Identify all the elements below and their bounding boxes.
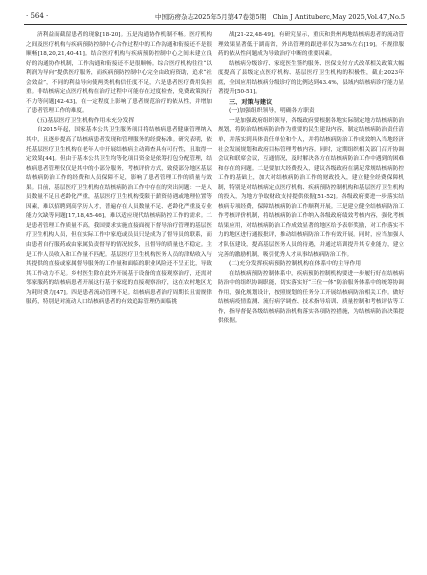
paragraph: 结核病分级诊疗、家庭医生签约服务、医保支付方式改革相关政策大幅度提高了县级定点医疗机构、基层医疗卫生机构的积极性，截止2023年底，全国应用结核病分级诊疗的比例达到43.4%，县域内结核病诊疗能力显著提升[50-51]。 — [218, 60, 404, 96]
left-column — [26, 31, 212, 308]
section-heading: (二)充分发挥疾病预防控制机构在体系中的主导作用 — [229, 261, 362, 268]
page-number: · 564 · — [26, 12, 49, 20]
paragraph: 济利益而截留患者的现象[18-20]。五是沟通协作机制不畅。医疗机构之间及医疗机构与疾病预防控制中心合作过程中的工作沟通和衔接还不是很顺畅[18,20,21,40-41]。结合医疗机构与疾病预防控制中心之间未建立良好的沟通协作机制，工作沟通和衔接还不是很顺畅。综合医疗机构往往“以利润为导向”提供医疗服务，而疾病预防控制中心完全由政府资助，追求“社会效益”，不同的利益导向使两类机构信任度不足，六是患者医疗费用负担重。非结核病定点医疗机构在治疗过程中可能存在过度检查，免费政策执行不力等问题[42-43]，在一定程度上影响了患者规范治疗的依从性，并增加了患者管理工作的难度。 — [26, 32, 212, 115]
section-heading: (五)基层医疗卫生机构作用未充分发挥 — [37, 117, 135, 124]
section-heading: (一)加强组织领导，明确各方职责 — [229, 108, 315, 115]
paragraph: 自2015年起，国家基本公共卫生服务项目将结核病患者健康管理纳入其中，且逐步提高了结核病患者发现和管理服务的经费标准。研究表明，依托基层医疗卫生机构在老年人中开展结核病主动筛查具有可行性，且取得一定效果[44]。但由于基本公共卫生均等化项目资金是依筹打包分配管理，结核病患者管理仅仅是其中的小部分服务，考核评价方式，致使部分地区基层结核病防治工作的经费和人员保障不足，影响了患者管理工作的质量与效果。目前，基层医疗卫生机构在结核病防治工作中存在的突出问题：一是人员数量不足且老龄化严重，基层医疗卫生机构受限于薪资待遇或地理位置等因素，难以招聘到高学历人才，普遍存在人员数量不足、老龄化严重及专业能力欠缺等问题[17,18,45-46]，难以适应现代结核病防控工作的需求。二是患者管理工作质量不高，我国要求实施直接面视下督导治疗管理的基层医疗卫生机构人员，但在实际工作中家庭或员员只是成为了督导员的联系，而由患者自行服药或由家属负责督导的情况较多，且督导的质量也不稳定。主是工作人员收入和工作量不匹配。基层医疗卫生机构医务人员的津贴收入与其提供的直接或家属督导服务的工作量和面临的职业风险还不呈正比，导致其工作动力不足。乡村医生除在此外开展基于设备的直接观察治疗，还需对邻家服药的结核病患者开展这行基于家庭的直接观察治疗，这在农村地区尤为耗时费力[47]。四是患者流动管理不足。结核病患者治疗周期长且需规律服药，特别是对流动人口结核病患者的有效追踪管理仍面临挑 — [26, 127, 212, 306]
paragraph: 战[21-22,48-49]。有研究显示，重庆和贵州两地结核病患者的流动管理效果显著低于湖南省，外出管理的跟进率仅为38%左右[19]。不规律服药的依从性问题成为导致治疗中断的重要因素。 — [218, 32, 404, 58]
paragraph: 一是加强政府组织领导，各级政府要根据各地实际制定地方结核病防治规划，将防治结核病防治作为重要的民生建设内容，制定结核病防治责任清单，并落实到具体责任单位和个人，并将结核病防治工作成效纳入当地经济社会发展规划和政府目标管理考核内容。同时，定期组织相关部门召开协调会议和联席会议，互通情况，及时解决各方在结核病防治工作中遇到的困难和存在的问题。二是要加大经费投入，建议各级政府在满足常规结核病防控工作的基础上，加大对结核病防治工作的财政投入，建立健全经费保障机制，特别是对结核病定点医疗机构、疾病预防控制机构和基层医疗卫生机构的投入，为地方争取财政支持提供依据[51-52]。各级政府要进一步落实结核病专项经费，保障结核病防治工作顺利开展。三是建立健全结核病防治工作考核评价机制，将结核病防治工作纳入各级政府绩效考核内容，强化考核结果应用，对结核病防治工作成效显著的地区给予表彰奖励，对工作落实不力的地区进行通报批评，推动结核病防治工作有效开展。同时，应当加强人才队伍建设，提高基层医务人员的待遇，并通过培训提升其专业能力，建立完善的激励机制，吸引优秀人才从事结核病防治工作。 — [218, 117, 404, 258]
right-column — [218, 31, 404, 327]
header-rule — [24, 24, 407, 25]
section-heading: 三、对策与建议 — [229, 98, 273, 106]
paragraph: 在结核病预防控制体系中，疾病预防控制机构要进一步履行好在结核病防治中的组织协调职能，切实落实好“三位一体”防治服务体系中的统筹协调作用，强化规划设计，按照规划的任务分工开展结核病防治相关工作。做好结核病疫情监测、流行病学调查、技术指导培训、质量控制和考核评估等工作，指导督促各级结核病防治机构落实各项防控措施，为结核病防治决策提供依据。 — [218, 270, 404, 325]
journal-running-head: 中国防痨杂志2025年5月第47卷第5期 Chin J Antituberc,May 2025,Vol.47,No.5 — [155, 13, 405, 21]
page-header — [0, 0, 427, 28]
